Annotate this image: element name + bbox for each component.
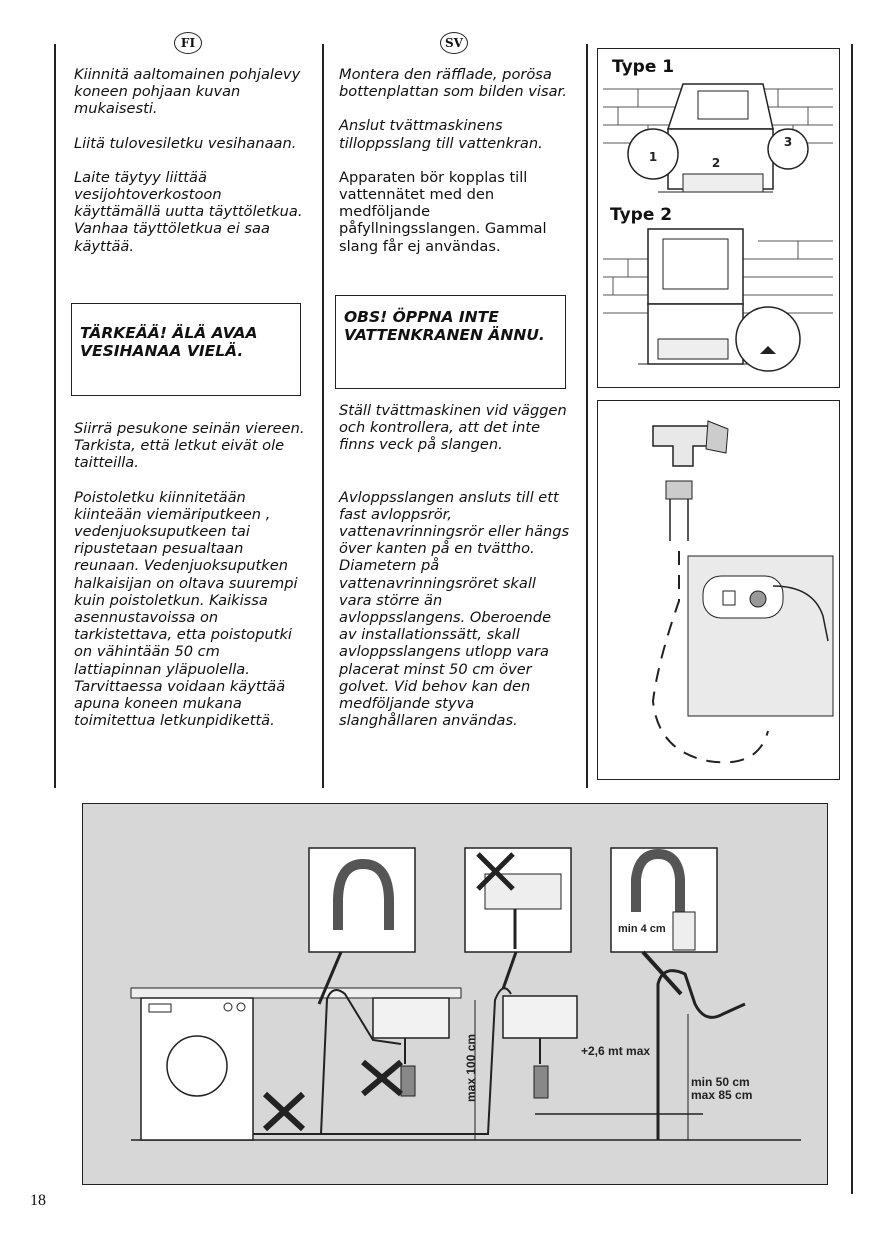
label-min-4cm: min 4 cm <box>618 923 666 935</box>
drain-diagram <box>83 804 826 1183</box>
label-max-100cm: max 100 cm <box>464 1033 478 1102</box>
x-mark-icons <box>265 1062 401 1129</box>
machine-type1 <box>658 84 773 192</box>
column-rule-right <box>586 44 588 788</box>
inlet-plate <box>703 576 783 618</box>
sv-warning-box <box>335 295 566 389</box>
figure-base-plate <box>597 48 840 388</box>
inset-correct-hook <box>309 848 415 1004</box>
page-number: 18 <box>30 1192 46 1209</box>
finnish-column-bottom <box>74 420 306 746</box>
sink-right <box>503 996 577 1038</box>
sv-paragraph-4: Ställ tvättmaskinen vid väggen och kontrollera, att det inte finns veck på slangen. <box>339 402 567 454</box>
label-plus-2-6mt-max: +2,6 mt max <box>581 1044 651 1058</box>
detail-circle-type2 <box>736 307 800 371</box>
sv-paragraph-3: Apparaten bör kopplas till vattennätet med den medföljande påfyllningsslangen. Gammal slang får ej användas. <box>339 168 547 255</box>
drain-installation-panel <box>82 803 828 1185</box>
finnish-column-top <box>74 66 306 272</box>
sv-paragraph-1: Montera den räfflade, porösa bottenplattan som bilden visar. <box>339 66 567 101</box>
sink-left <box>373 998 449 1038</box>
type-2-label: Type 2 <box>610 205 673 225</box>
fi-paragraph-1: Kiinnitä aaltomainen pohjalevy koneen pohjaan kuvan mukaisesti. <box>74 66 301 118</box>
fi-warning-box <box>71 303 301 396</box>
counter-top <box>131 988 461 998</box>
sv-warning-text: OBS! ÖPPNA INTE VATTENKRANEN ÄNNU. <box>344 308 545 344</box>
language-badge-sv: SV <box>440 32 468 54</box>
fi-paragraph-4: Siirrä pesukone seinän viereen. Tarkista, että letkut eivät ole taitteilla. <box>74 420 305 472</box>
machine-type2 <box>638 229 748 364</box>
hose-coupling <box>666 481 692 541</box>
step-3-label: 3 <box>783 135 793 149</box>
column-rule-mid <box>322 44 324 788</box>
swedish-column-bottom <box>339 402 571 746</box>
step-1-label: 1 <box>648 150 658 164</box>
figure-hose-connection <box>597 400 840 780</box>
label-min-50cm: min 50 cm <box>691 1075 750 1089</box>
step-2-label: 2 <box>711 156 721 170</box>
washing-machine <box>141 998 253 1140</box>
language-badge-fi: FI <box>174 32 202 54</box>
swedish-column-top <box>339 66 571 272</box>
water-tap-icon <box>653 421 728 466</box>
column-rule-left <box>54 44 56 788</box>
fi-paragraph-2: Liitä tulovesiletku vesihanaan. <box>74 134 297 152</box>
fi-paragraph-3: Laite täytyy liittää vesijohtoverkostoon käyttämällä uutta täyttöletkua. Vanhaa täyttöletkua ei saa käyttää. <box>74 168 303 255</box>
type-1-label: Type 1 <box>612 57 675 77</box>
fi-warning-text: TÄRKEÄÄ! ÄLÄ AVAA VESIHANAA VIELÄ. <box>80 324 258 360</box>
sv-paragraph-2: Anslut tvättmaskinens tilloppsslang till vattenkran. <box>339 117 543 152</box>
sv-paragraph-5: Avloppsslangen ansluts till ett fast avloppsrör, vattenavrinningsrör eller hängs över kanten på en tvättho. Diametern på vattenavrinningsröret skall vara större än avloppsslangens. Oberoende av installationssätt, skall avloppsslangens utlopp vara placerat minst 50 cm över golvet. Vid behov kan den medföljande styva slanghållaren användas. <box>339 488 570 730</box>
column-rule-far-right <box>851 44 853 1194</box>
fi-paragraph-5: Poistoletku kiinnitetään kiinteään viemäriputkeen , vedenjuoksuputkeen tai ripustetaan pesualtaan reunaan. Vedenjuoksuputken halkaisijan on oltava suurempi kuin poistoletkun. Kaikissa asennustavoissa on tarkistettava, etta poistoputki on vähintään 50 cm lattiapinnan yläpuolella. Tarvittaessa voidaan käyttää apuna koneen mukana toimitettua letkunpidikettä. <box>74 488 298 730</box>
inset-wrong-sink <box>465 848 571 989</box>
hose-illustration <box>598 401 838 778</box>
label-max-85cm: max 85 cm <box>691 1088 753 1102</box>
